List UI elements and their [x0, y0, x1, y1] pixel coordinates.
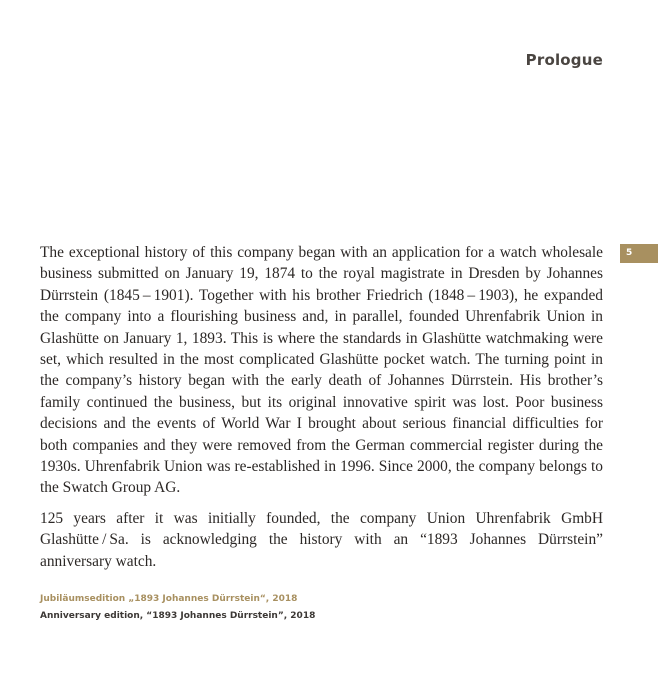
section-title: Prologue: [525, 51, 603, 69]
page-number-tab: [620, 244, 658, 263]
image-captions: [40, 591, 315, 625]
page-number: 5: [626, 248, 633, 258]
body-text: [40, 242, 603, 572]
caption-english: Anniversary edition, “1893 Johannes Dürrstein”, 2018: [40, 611, 316, 621]
caption-german: Jubiläumsedition „1893 Johannes Dürrstein“, 2018: [40, 594, 298, 604]
paragraph-anniversary: 125 years after it was initially founded, the company Union Uhrenfabrik GmbH Glashütte / Sa. is acknowledging the history with an “1893 Johannes Dürrstein” anniversary watch.: [40, 509, 603, 570]
paragraph-history: The exceptional history of this company began with an application for a watch wholesale business submitted on January 19, 1874 to the royal magistrate in Dresden by Johannes Dürrstein (1845 – 1901). Together with his brother Friedrich (1848 – 1903), he expanded the company into a flourishing business and, in parallel, founded Uhrenfabrik Union in Glashütte on January 1, 1893. This is where the standards in Glashütte watchmaking were set, which resulted in the most complicated Glashütte pocket watch. The turning point in the company’s history began with the early death of Johannes Dürrstein. His brother’s family continued the business, but its original innovative spirit was lost. Poor business decisions and the events of World War I brought about serious financial difficulties for both companies and they were removed from the German commercial register during the 1930s. Uhrenfabrik Union was re-established in 1996. Since 2000, the company belongs to the Swatch Group AG.: [40, 244, 603, 497]
